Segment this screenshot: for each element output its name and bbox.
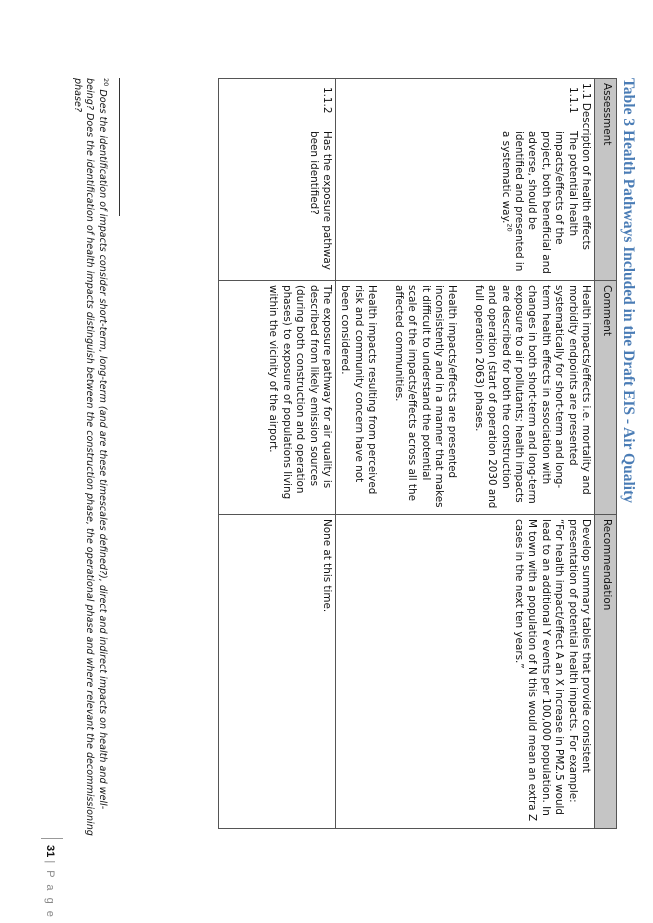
- assessment-cell: [219, 79, 336, 281]
- assessment-text: The potential health impacts/effects of the project, both beneficial and adverse, should be identified and presented in a systematic way.: [499, 131, 579, 274]
- comment-paragraph: Health impacts resulting from perceived risk and community concern have not been considered.: [339, 285, 379, 495]
- footnote-separator: [119, 78, 120, 216]
- page-number: [44, 845, 56, 919]
- assessment-text: Has the exposure pathway been identified?: [307, 131, 334, 270]
- footnote-ref: 20: [505, 223, 514, 232]
- comment-paragraph: Health impacts/effects i.e. mortality and morbidity endpoints are presented systematically for short-term and long-term health effects in association with changes in both short-term and long-term exposure to air pollutants; health impacts are described for both the construction and operation (start of operation 2030 and full operation 2063) phases.: [472, 285, 592, 509]
- header-comment: Comment: [595, 281, 617, 515]
- footnote-number: 20: [102, 78, 111, 87]
- page-divider: [41, 838, 63, 840]
- section-heading: 1.1 Description of health effects: [580, 83, 592, 250]
- recommendation-cell: Develop summary tables that provide consistent presentation of potential health impacts. For example: “For health impact/effect A an X increase in PM2.5 would lead to an additional Y events per 100,000 population. In M town with a population of N this would mean an extra Z cases in the next ten years.”: [336, 515, 595, 829]
- row-number: 1.1.2: [321, 87, 334, 114]
- assessment-cell: [336, 79, 595, 281]
- comment-paragraph: Health impacts/effects are presented inconsistently and in a manner that makes it difficult to understand the potential scale of the impacts/effects across all the affected communities.: [392, 285, 459, 508]
- table-row: [219, 79, 336, 829]
- footnote-text: Does the identification of impacts consider short-term, long-term (and are these timescales defined?), direct and indirect impacts on health and well-being? Does the identification of health impacts distinguish between the construction phase, the operational phase and where relevant the decommissioning phase?: [72, 78, 108, 836]
- header-assessment: Assessment: [595, 79, 617, 281]
- table-row: [336, 79, 595, 829]
- comment-cell: [219, 281, 336, 515]
- table-title: Table 3 Health Pathways Included in the Draft EIS - Air Quality: [620, 78, 637, 504]
- footnote: [71, 78, 109, 838]
- recommendation-cell: None at this time.: [219, 515, 336, 829]
- row-number: 1.1.1: [566, 87, 579, 114]
- comment-paragraph: The exposure pathway for air quality is described from likely emission sources (during both construction and operation phases) to exposure of populations living within the vicinity of the airport.: [267, 285, 334, 500]
- health-pathways-table: [218, 78, 617, 829]
- table-header-row: [595, 79, 617, 829]
- header-recommendation: Recommendation: [595, 515, 617, 829]
- page-number-value: 31: [44, 845, 56, 858]
- comment-cell: [336, 281, 595, 515]
- page-label: | P a g e: [44, 860, 56, 919]
